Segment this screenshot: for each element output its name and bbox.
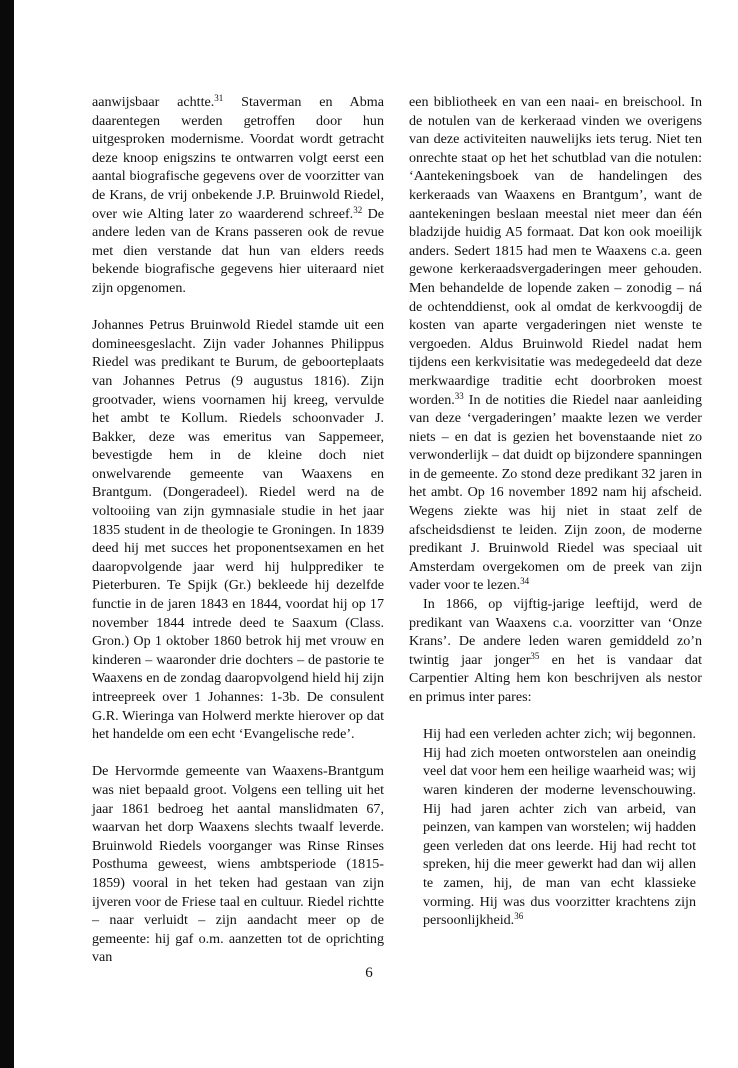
footnote-ref-34: 34 (520, 576, 530, 587)
block-quote (409, 725, 702, 930)
footnote-ref-32: 32 (353, 204, 363, 215)
scan-edge-bar (0, 0, 14, 1068)
quote-text: Hij had een verleden achter zich; wij begonnen. Hij had zich moeten ontworstelen aan oneindig veel dat voor hem een heilige waarheid was; wij waren kinderen der moderne levenschouwing. Hij had jaren achter zich van arbeid, van peinzen, van kampen van worstelen; wij hadden geen verleden dat ons leerde. Hij had recht tot spreken, hij die meer gewerkt had dan wij allen te zamen, hij, de man van echt klassieke vorming. Hij was dus voorzitter krachtens zijn persoonlijkheid. (423, 726, 696, 929)
text-segment: Staverman en Abma daarentegen werden getroffen door hun uitgesproken modernisme. Voordat wordt getracht deze knoop enigszins te ontwarren volgt eerst een aantal biografische gegevens over de voorzitter van de Krans, de vrij onbekende J.P. Bruinwold Riedel, over wie Alting later zo waarderend schreef. (92, 94, 384, 222)
footnote-ref-31: 31 (214, 93, 224, 103)
right-column (409, 93, 702, 930)
paragraph-right-2 (409, 595, 702, 707)
footnote-ref-33: 33 (454, 390, 464, 401)
paragraph-left-2: Johannes Petrus Bruinwold Riedel stamde uit een domineesgeslacht. Zijn vader Johannes Philippus Riedel was predikant te Burum, de geboorteplaats van Johannes Petrus (9 augustus 1816). Zijn grootvader, wiens voornamen hij kreeg, vervulde het ambt te Kollum. Riedels schoonvader J. Bakker, deze was emeritus van Sappemeer, bevestigde hem in de kleine doch niet onwelvarende gemeente van Waaxens en Brantgum. (Dongeradeel). Riedel werd na de voltooiing van zijn gymnasiale studie in het jaar 1835 student in de theologie te Groningen. In 1839 deed hij met succes het proponentsexamen en het daaropvolgende jaar werd hij hulpprediker te Pieterburen. Te Spijk (Gr.) bekleede hij dezelfde functie in de jaren 1843 en 1844, voordat hij op 17 november 1844 intrede deed te Saaxum (Class. Gron.) Op 1 oktober 1860 betrok hij met vrouw en kinderen – waaronder drie dochters – de pastorie te Waaxens en de zondag daaropvolgend hield hij zijn intreepreek over 1 Johannes: 1-3b. De consulent G.R. Wieringa van Holwerd merkte hierover op dat het handelde om een echt ‘Evangelische rede’. (92, 317, 384, 743)
paragraph-right-1 (409, 93, 702, 595)
footnote-ref-35: 35 (530, 650, 540, 661)
paragraph-left-3: De Hervormde gemeente van Waaxens-Brantgum was niet bepaald groot. Volgens een telling uit het jaar 1861 bedroeg het aantal manslidmaten 67, waarvan het dorp Waaxens slechts twaalf leverde. Bruinwold Riedels voorganger was Rinse Rinses Posthuma geweest, wiens ambtsperiode (1815-1859) vooral in het teken had gestaan van zijn ijveren voor de Friese taal en cultuur. Riedel richtte – naar verluidt – zijn aandacht meer op de gemeente: hij gaf o.m. aanzetten tot de oprichting van (92, 763, 384, 966)
left-column (92, 93, 384, 967)
footnote-ref-36: 36 (514, 911, 524, 922)
text-segment: een bibliotheek en van een naai- en breischool. In de notulen van de kerkeraad vinden we overigens van deze activiteiten nauwelijks iets terug. Niet ten onrechte staat op het het schutblad van die notulen: ‘Aantekeningsboek van de handelingen des kerkeraads van Waaxens en Brantgum’, want de aantekeningen beslaan meestal niet meer dan één bladzijde huidig A5 formaat. Dat kon ook moeilijk anders. Sedert 1815 had men te Waaxens c.a. geen gewone kerkeraadsvergaderingen meer gehouden. Men behandelde de lopende zaken – zonodig – ná de ochtenddienst, ook al omdat de kerkvoogdij de kosten van aparte vergaderingen niet wenste te vergoeden. Aldus Bruinwold Riedel nadat hem tijdens een kerkvisitatie was medegedeeld dat deze merkwaardige traditie echt doorbroken moest worden. (409, 94, 702, 408)
text-segment: De andere leden van de Krans passeren ook de revue met dien verstande dat hun van elders reeds bekende biografische gegevens hier uiteraard niet zijn opgenomen. (92, 205, 384, 296)
text-segment: aanwijsbaar achtte. (92, 94, 215, 110)
page-number: 6 (365, 965, 373, 981)
text-segment: en het is vandaar dat Carpentier Alting hem kon beschrijven als nestor en primus inter pares: (409, 651, 702, 705)
text-segment: In 1866, op vijftig-jarige leeftijd, werd de predikant van Waaxens c.a. voorzitter van ‘Onze Krans’. De andere leden waren gemiddeld zo’n twintig jaar jonger (409, 596, 702, 668)
text-segment: In de notities die Riedel naar aanleiding van deze ‘vergaderingen’ maakte lezen we verder niets – en dat is gezien het bovenstaande niet zo verwonderlijk – dat duidt op bijzondere spanningen in de gemeente. Zo stond deze predikant 32 jaren in het ambt. Op 16 november 1892 nam hij afscheid. Wegens ziekte was hij niet in staat zelf de afscheidsdienst te leiden. Zijn zoon, de moderne predikant J. Bruinwold Riedel was speciaal uit Amsterdam overgekomen om de preek van zijn vader voor te lezen. (409, 391, 702, 594)
paragraph-left-1 (92, 93, 384, 298)
